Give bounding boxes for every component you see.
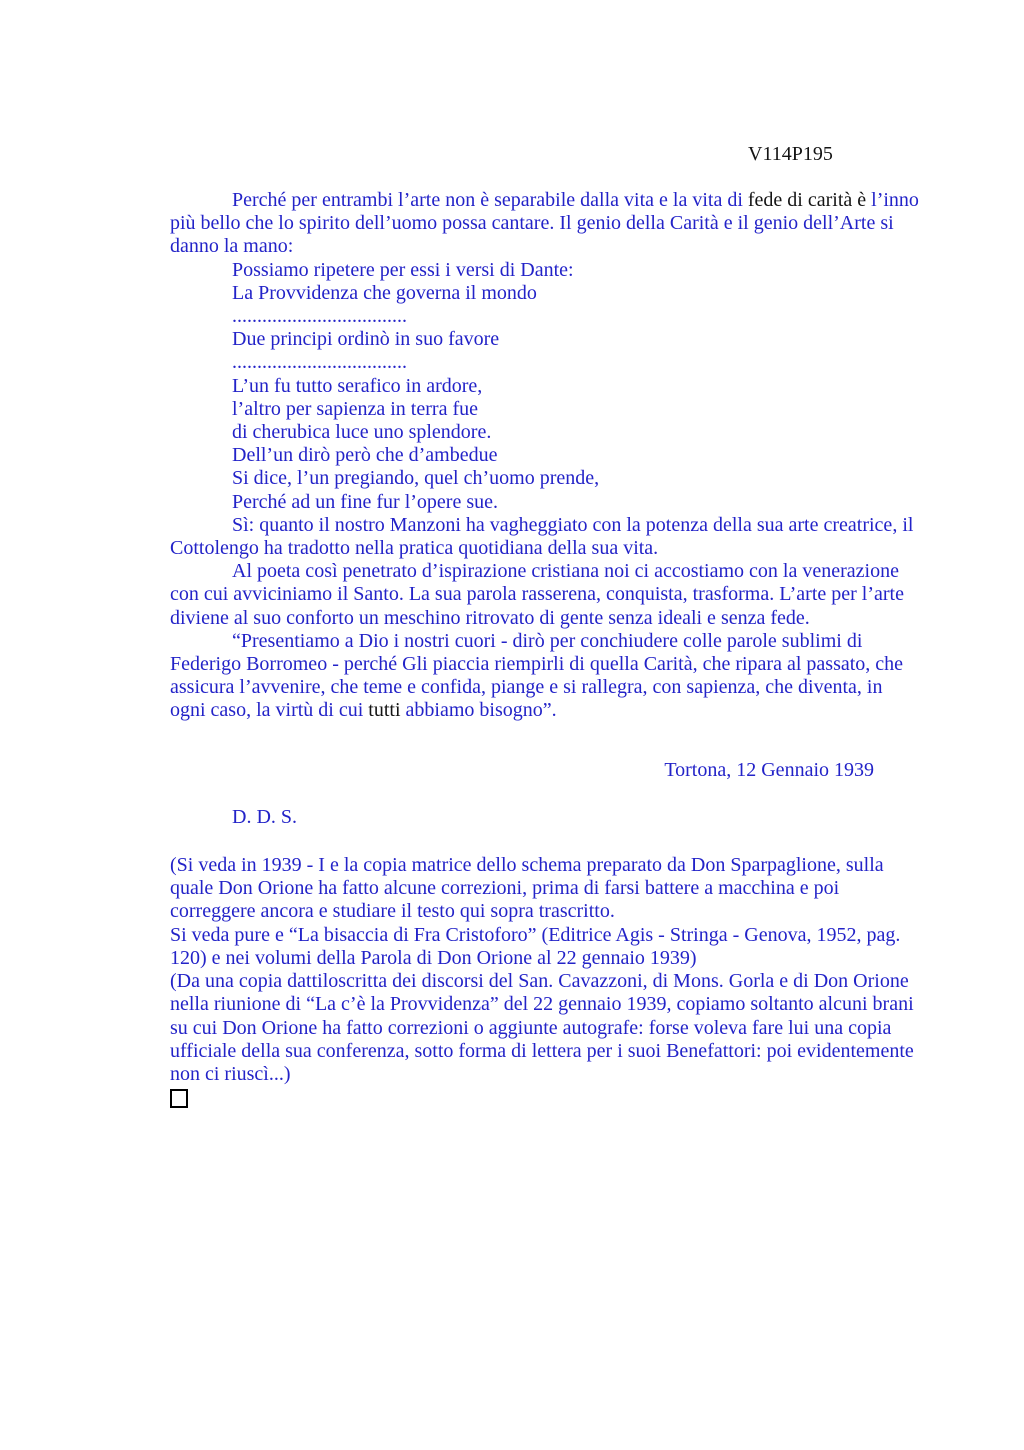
poem-line: ................................... <box>232 305 407 328</box>
poem-line: di cherubica luce uno splendore. <box>232 421 492 444</box>
poem-line: L’un fu tutto serafico in ardore, <box>232 374 483 397</box>
footnotes-block <box>170 854 922 1086</box>
document-body <box>170 0 922 1108</box>
paragraph: Possiamo ripetere per essi i versi di Dante: <box>232 258 574 281</box>
paragraph-segment-black: fede di carità è <box>747 189 867 211</box>
paragraph <box>170 630 922 723</box>
paragraph: Sì: quanto il nostro Manzoni ha vagheggiato con la potenza della sua arte creatrice, il Cottolengo ha tradotto nella pratica quotidiana della sua vita. <box>170 513 914 560</box>
poem-block <box>170 282 922 514</box>
paragraph: Al poeta così penetrato d’ispirazione cristiana noi ci accostiamo con la venerazione con cui avviciniamo il Santo. La sua parola rasserena, conquista, trasforma. L’arte per l’arte diviene al suo conforto un meschino ritrovato di gente senza ideali e senza fede. <box>170 560 904 629</box>
poem-line: Si dice, l’un pregiando, quel ch’uomo prende, <box>232 467 600 490</box>
signature: D. D. S. <box>232 805 298 828</box>
paragraph <box>170 189 922 259</box>
missing-glyph-box <box>170 1089 188 1108</box>
footnote: Si veda pure e “La bisaccia di Fra Cristoforo” (Editrice Agis - Stringa - Genova, 1952, pag. 120) e nei volumi della Parola di Don Orione al 22 gennaio 1939) <box>170 923 901 969</box>
paragraph-segment-black: tutti <box>368 699 401 722</box>
poem-line: La Provvidenza che governa il mondo <box>232 281 537 304</box>
paragraph-segment: Perché per entrambi l’arte non è separabile dalla vita e la vita di <box>232 189 748 211</box>
paragraph-segment: “Presentiamo a Dio i nostri cuori - dirò per conchiudere colle parole sublimi di Federigo Borromeo - perché Gli piaccia riempirli di quella Carità, che ripara al passato, che assicura l’avvenire, che teme e confida, piange e si rallegra, con sapienza, che diventa, in ogni caso, la virtù di cui <box>170 629 904 722</box>
page-code: V114P195 <box>748 143 833 165</box>
dateline: Tortona, 12 Gennaio 1939 <box>664 758 874 781</box>
poem-line: l’altro per sapienza in terra fue <box>232 397 478 420</box>
poem-line: Dell’un dirò però che d’ambedue <box>232 444 498 467</box>
footnote: (Da una copia dattiloscritta dei discorsi del San. Cavazzoni, di Mons. Gorla e di Don Orione nella riunione di “La c’è la Provvidenza” del 22 gennaio 1939, copiamo soltanto alcuni brani su cui Don Orione ha fatto correzioni o aggiunte autografe: forse voleva fare lui una copia ufficiale della sua conferenza, sotto forma di lettera per i suoi Benefattori: poi evidentemente non ci riuscì...) <box>170 970 914 1085</box>
paragraph-segment: abbiamo bisogno”. <box>400 699 557 722</box>
poem-line: Perché ad un fine fur l’opere sue. <box>232 490 498 513</box>
paragraph-segment: l’inno più bello che lo spirito dell’uomo possa cantare. Il genio della Carità e il genio dell’Arte si danno la mano: <box>170 189 919 258</box>
poem-line: Due principi ordinò in suo favore <box>232 328 500 351</box>
poem-line: ................................... <box>232 351 407 374</box>
footnote: (Si veda in 1939 - I e la copia matrice dello schema preparato da Don Sparpaglione, sulla quale Don Orione ha fatto alcune correzioni, prima di farsi battere a macchina e poi correggere ancora e studiare il testo qui sopra trascritto. <box>170 854 884 923</box>
